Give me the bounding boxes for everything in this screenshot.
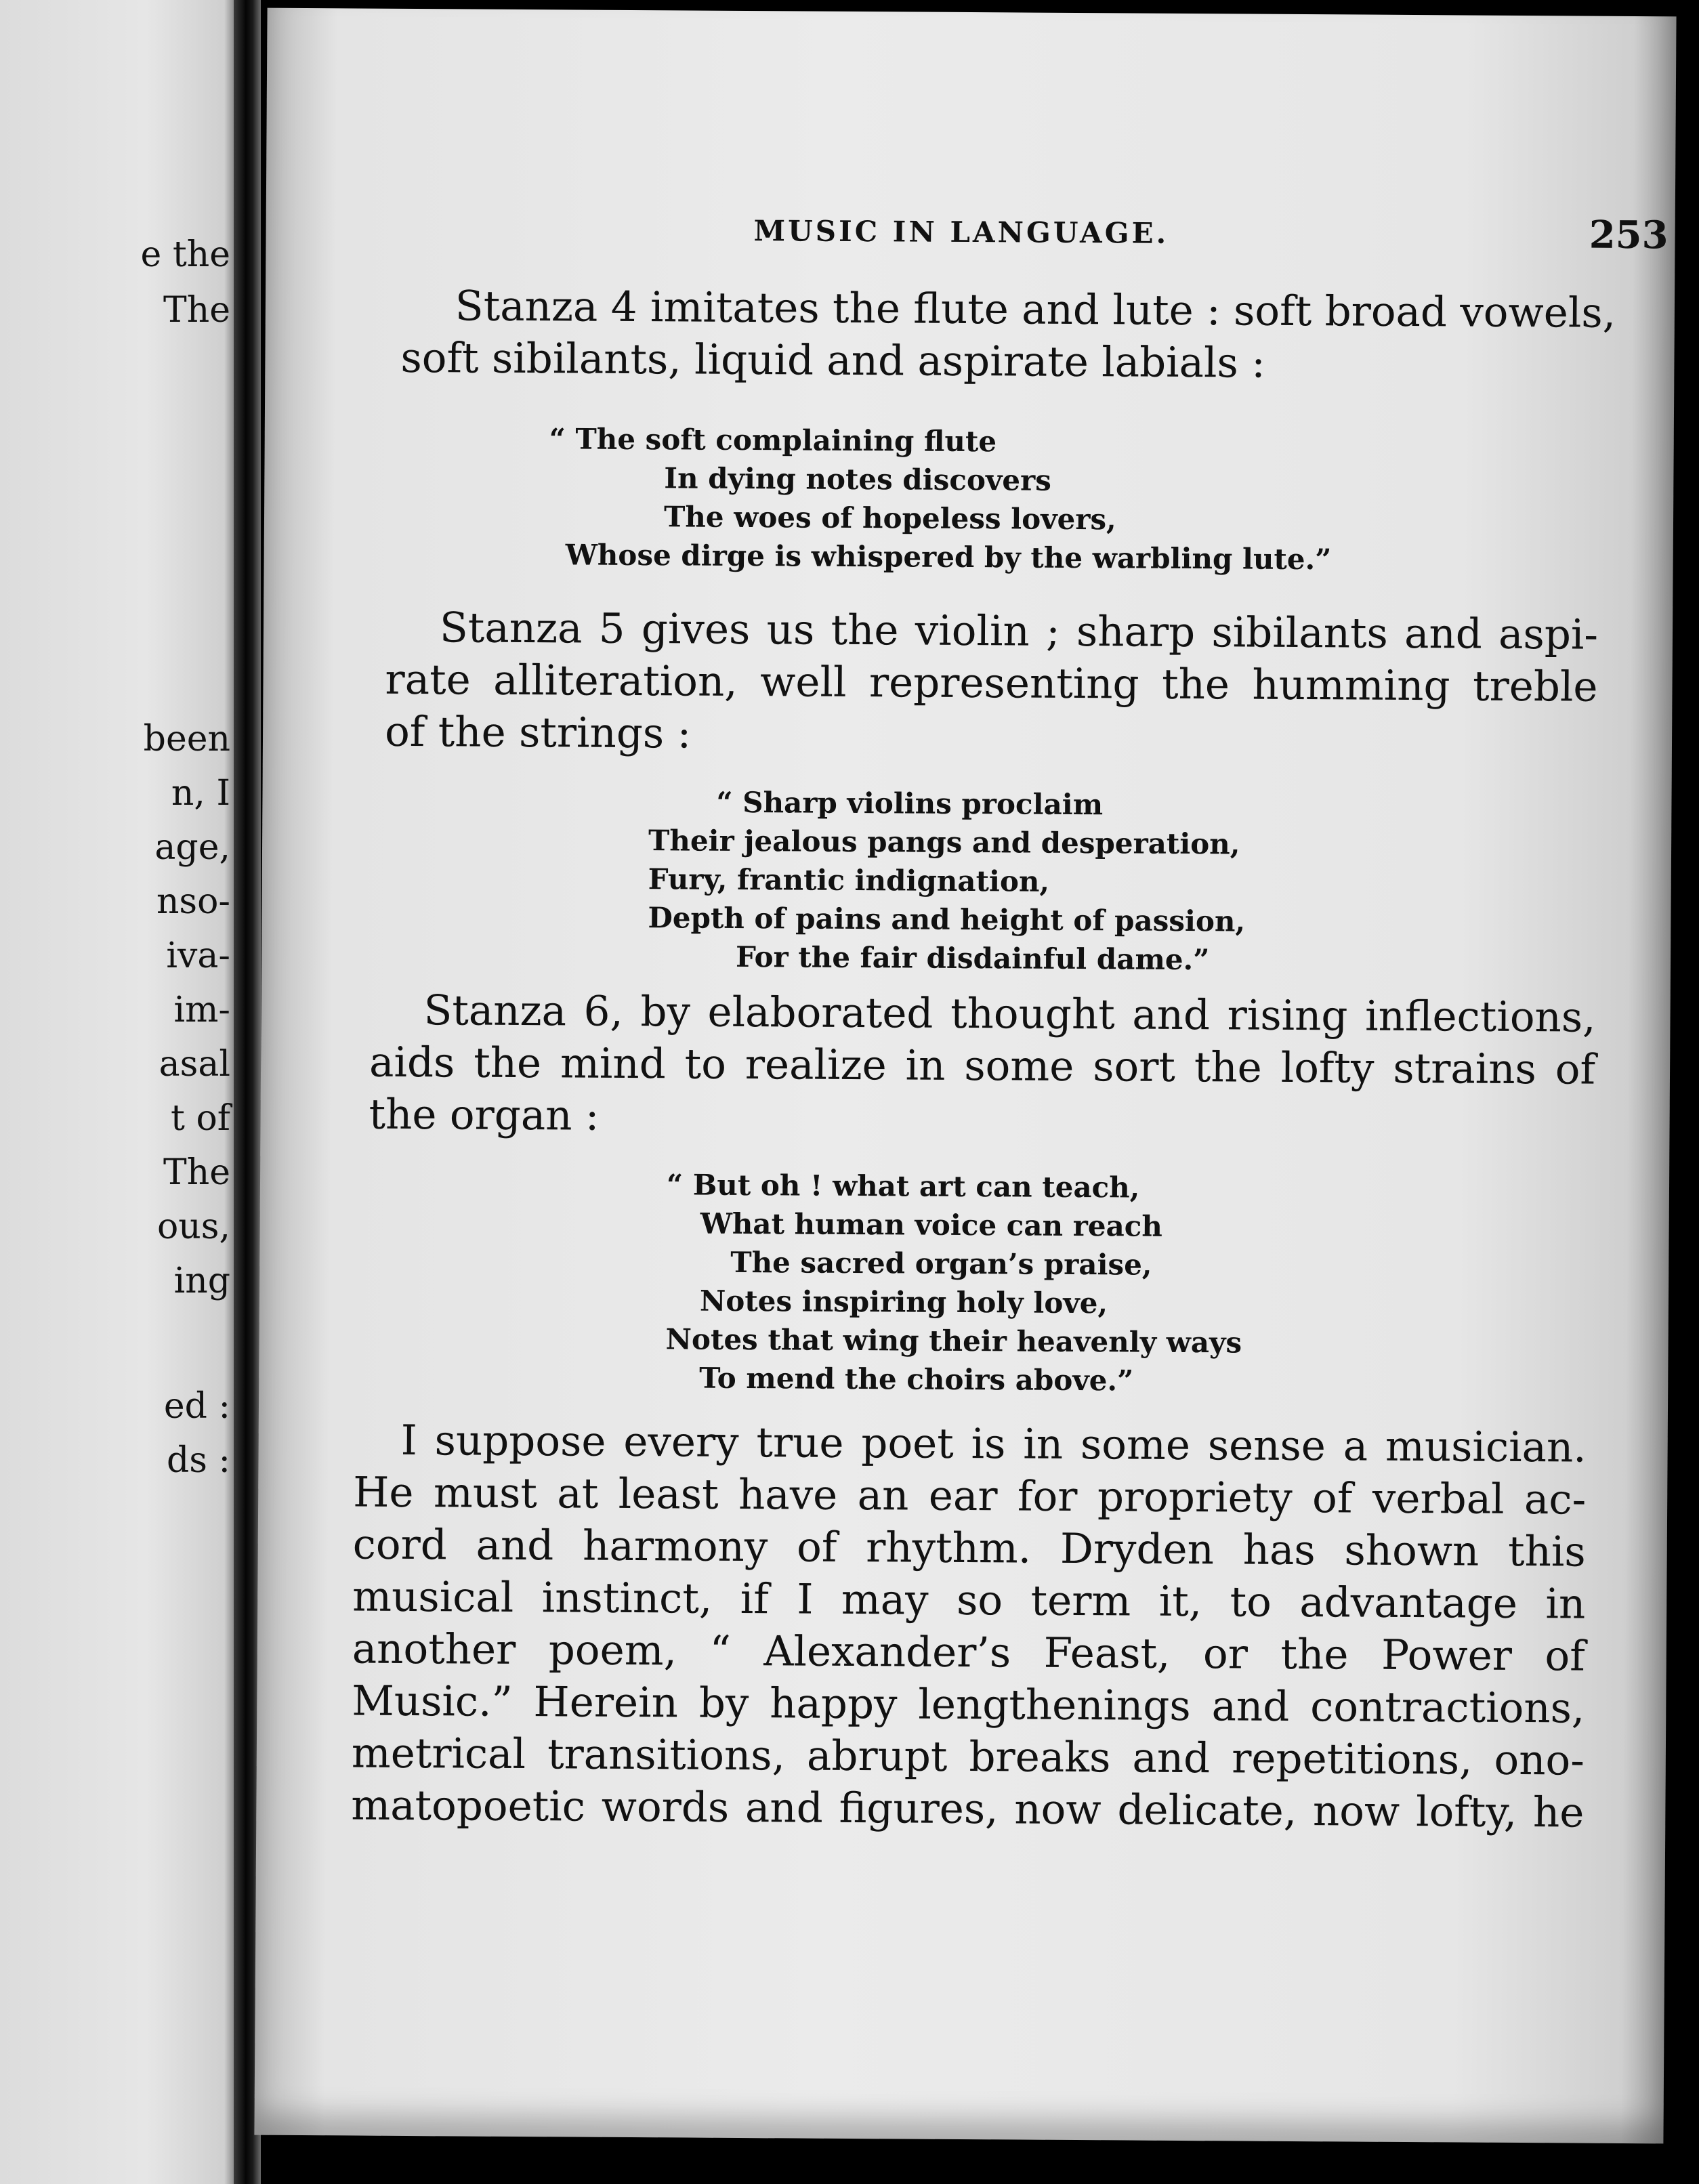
quote-line: Notes that wing their heavenly ways: [665, 1322, 1242, 1360]
left-page-line: n, I: [171, 773, 230, 814]
paragraph-line: Stanza 6, by elaborated thought and rising inflections,: [423, 986, 1596, 1042]
quote-line: Fury, frantic indignation,: [648, 862, 1050, 898]
quote-line: In dying notes discovers: [664, 461, 1051, 497]
paragraph-line: metrical transitions, abrupt breaks and repetitions, ono-: [351, 1729, 1585, 1785]
left-page-line: im-: [173, 990, 230, 1030]
paragraph-line: cord and harmony of rhythm. Dryden has shown this: [352, 1520, 1586, 1576]
quote-line: Their jealous pangs and desperation,: [648, 824, 1240, 861]
paragraph-line: Stanza 5 gives us the violin ; sharp sibilants and aspi-: [439, 604, 1599, 659]
left-page-line: asal: [159, 1044, 230, 1085]
left-page-line: e the: [140, 234, 230, 275]
paragraph-closing: [351, 1414, 1587, 1839]
left-page-line: ous,: [156, 1206, 230, 1247]
quote-line: “ But oh ! what art can teach,: [666, 1168, 1140, 1204]
paragraph-line: I suppose every true poet is in some sense a musician.: [400, 1416, 1587, 1472]
page-header: [266, 205, 1675, 268]
left-page-line: age,: [154, 827, 230, 868]
paragraph-line: of the strings :: [384, 707, 692, 758]
paragraph-line: He must at least have an ear for propriety of verbal ac-: [353, 1468, 1587, 1524]
quote-line: What human voice can reach: [700, 1206, 1163, 1243]
quote-line: Whose dirge is whispered by the warbling lute.”: [565, 538, 1332, 576]
quote-violin: [648, 782, 1246, 979]
quote-line: For the fair disdainful dame.”: [735, 940, 1210, 977]
paragraph-line: aids the mind to realize in some sort the lofty strains of: [369, 1038, 1596, 1094]
paragraph-line: Music.” Herein by happy lengthenings and contractions,: [352, 1677, 1585, 1733]
left-page-line: The: [163, 1152, 230, 1193]
quote-line: “ The soft complaining flute: [549, 422, 997, 459]
quote-line: The woes of hopeless lovers,: [663, 500, 1116, 537]
paragraph-stanza-6: [369, 984, 1595, 1148]
left-facing-page: [0, 0, 244, 2184]
quote-line: “ Sharp violins proclaim: [716, 785, 1104, 822]
quote-organ: [665, 1165, 1243, 1400]
left-page-line: The: [163, 290, 230, 331]
left-page-line: iva-: [166, 936, 230, 976]
left-page-line: ds :: [166, 1440, 230, 1481]
quote-line: To mend the choirs above.”: [699, 1361, 1134, 1398]
quote-line: Depth of pains and height of passion,: [648, 901, 1246, 938]
left-page-line: ing: [173, 1261, 230, 1301]
paragraph-line: the organ :: [369, 1090, 600, 1140]
paragraph-line: matopoetic words and figures, now delicate, now lofty, he: [351, 1781, 1585, 1837]
paragraph-line: Stanza 4 imitates the flute and lute : soft broad vowels,: [455, 282, 1616, 337]
paragraph-stanza-4: [400, 280, 1616, 392]
paragraph-line: musical instinct, if I may so term it, to advantage in: [352, 1572, 1586, 1629]
book-page: [254, 8, 1676, 2144]
left-page-line: t of: [171, 1098, 230, 1139]
page-number: 253: [1589, 212, 1669, 258]
quote-line: The sacred organ’s praise,: [730, 1245, 1152, 1282]
left-page-line: been: [143, 719, 230, 759]
running-head: MUSIC IN LANGUAGE.: [753, 214, 1169, 250]
quote-line: Notes inspiring holy love,: [699, 1284, 1108, 1320]
paragraph-line: soft sibilants, liquid and aspirate labials :: [400, 333, 1266, 387]
left-page-line: ed :: [163, 1386, 230, 1427]
paragraph-line: rate alliteration, well representing the humming treble: [385, 655, 1598, 711]
left-page-line: nso-: [156, 881, 230, 922]
quote-flute: [549, 419, 1333, 579]
paragraph-line: another poem, “ Alexander’s Feast, or the Power of: [352, 1624, 1585, 1681]
paragraph-stanza-5: [385, 602, 1598, 765]
